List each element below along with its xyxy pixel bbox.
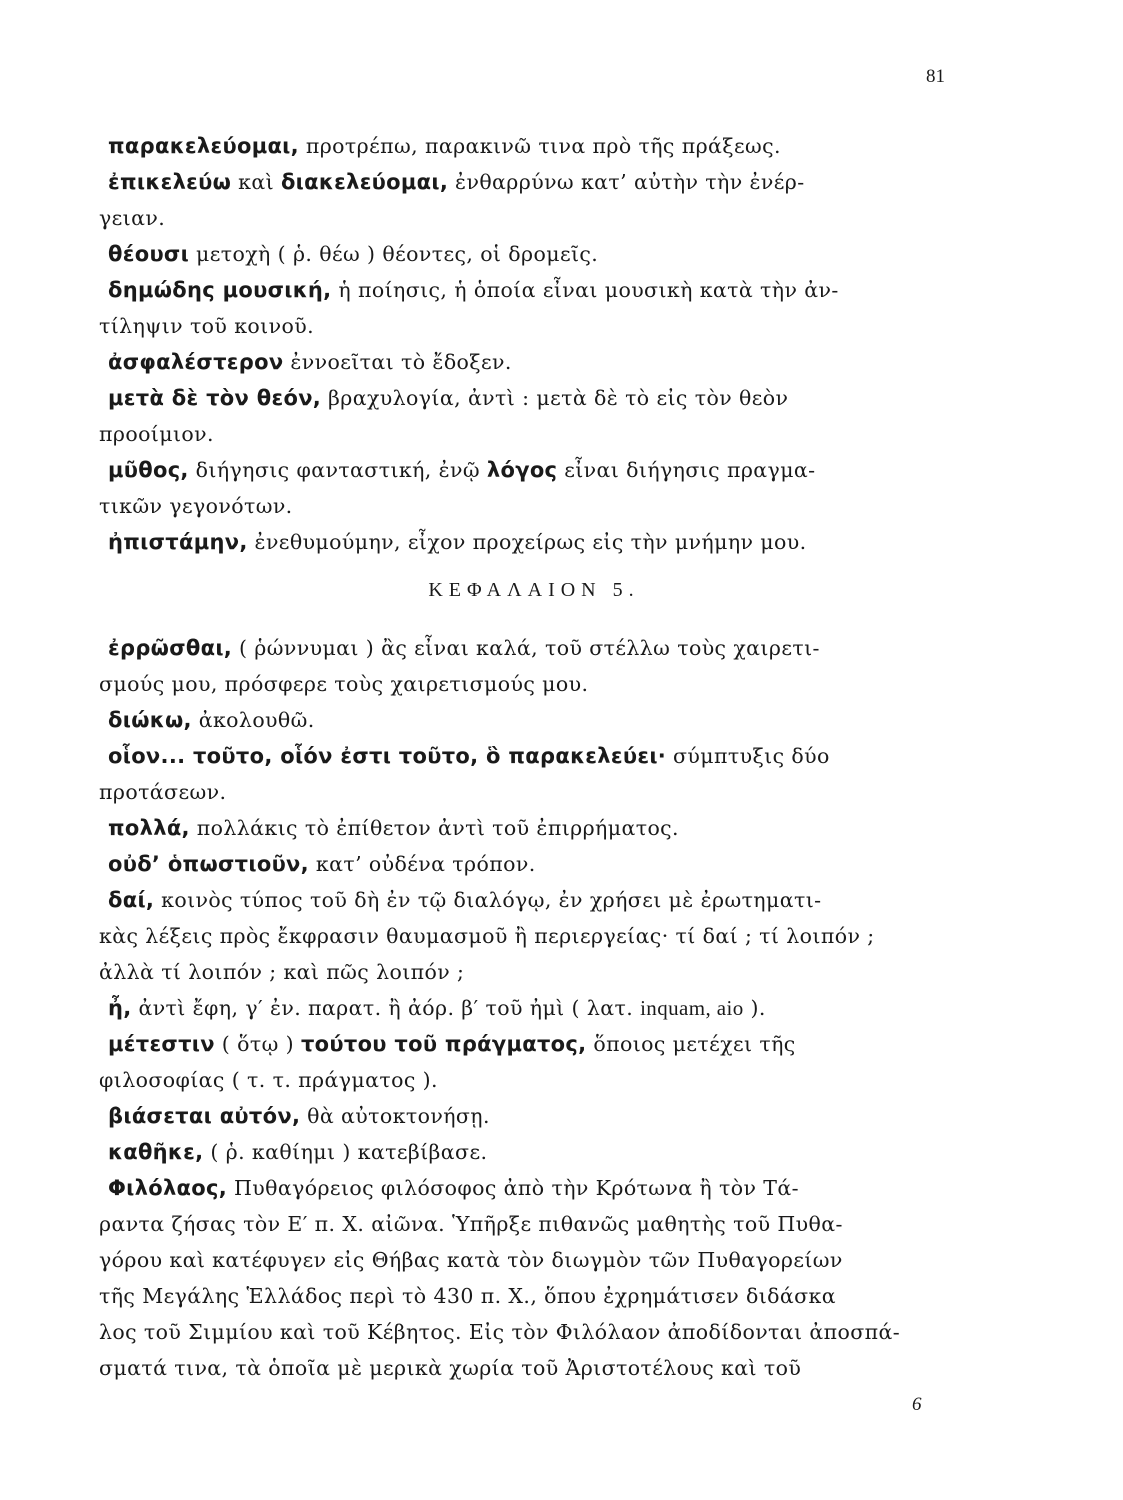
entry-line xyxy=(108,810,960,846)
continuation-line xyxy=(99,1206,960,1242)
headword: τούτου τοῦ πράγματος, xyxy=(300,1032,587,1056)
headword: λόγος xyxy=(486,458,558,482)
glossary-section-2 xyxy=(99,630,960,1386)
continuation-line xyxy=(99,200,960,236)
entry-text: ἐννοεῖται τὸ ἔδοξεν. xyxy=(283,350,512,374)
entry-text: διήγησις φανταστική, ἐνῷ xyxy=(188,458,487,482)
entry-text: βραχυλογία, ἀντὶ : μετὰ δὲ τὸ εἰς τὸν θεὸν xyxy=(321,386,789,410)
entry-text: φιλοσοφίας ( τ. τ. πράγματος ). xyxy=(99,1068,438,1092)
headword: μέτεστιν xyxy=(108,1032,215,1056)
entry-text: ( ῥ. καθίημι ) κατεβίβασε. xyxy=(203,1140,488,1164)
entry-text: γόρου καὶ κατέφυγεν εἰς Θήβας κατὰ τὸν διωγμὸν τῶν Πυθαγορείων xyxy=(99,1248,843,1272)
entry-text: προοίμιον. xyxy=(99,422,214,446)
entry-line xyxy=(108,164,960,200)
headword: διώκω, xyxy=(108,708,192,732)
entry-text: ἀντὶ ἔφη, γ′ ἐν. παρατ. ἢ ἀόρ. β′ τοῦ ἠμὶ ( λατ. xyxy=(131,996,641,1020)
entry-line xyxy=(108,524,960,560)
chapter-heading: ΚΕΦΑΛΑΙΟΝ 5. xyxy=(428,579,640,601)
continuation-line xyxy=(99,416,960,452)
continuation-line xyxy=(99,1314,960,1350)
entry-line xyxy=(108,1098,960,1134)
entry-line xyxy=(108,380,960,416)
entry-text: κατ’ οὐδένα τρόπον. xyxy=(308,852,536,876)
entry-line xyxy=(108,702,960,738)
entry-line xyxy=(108,738,960,774)
headword: δημώδης μουσική, xyxy=(108,278,332,302)
headword: ἐπικελεύω xyxy=(108,170,232,194)
continuation-line xyxy=(99,1242,960,1278)
entry-text: ). xyxy=(743,996,766,1020)
entry-text: προτρέπω, παρακινῶ τινα πρὸ τῆς πράξεως. xyxy=(298,134,781,158)
entry-text: προτάσεων. xyxy=(99,780,227,804)
entry-text: θὰ αὐτοκτονήσῃ. xyxy=(300,1104,490,1128)
glossary-section-1 xyxy=(99,128,960,560)
entry-text: πολλάκις τὸ ἐπίθετον ἀντὶ τοῦ ἐπιρρήματος. xyxy=(189,816,679,840)
entry-line xyxy=(108,630,960,666)
headword: οἷον... τοῦτο, οἷόν ἐστι τοῦτο, ὃ παρακελεύει· xyxy=(108,744,667,768)
entry-text: κὰς λέξεις πρὸς ἔκφρασιν θαυμασμοῦ ἢ περιεργείας· τί δαί ; τί λοιπόν ; xyxy=(99,924,875,948)
latin-text: inquam, aio xyxy=(640,996,744,1020)
headword: μετὰ δὲ τὸν θεόν, xyxy=(108,386,322,410)
continuation-line xyxy=(99,1278,960,1314)
headword: ἦ, xyxy=(108,996,132,1020)
headword: καθῆκε, xyxy=(108,1140,204,1164)
continuation-line xyxy=(99,1350,960,1386)
entry-text: τίληψιν τοῦ κοινοῦ. xyxy=(99,314,314,338)
entry-line xyxy=(108,344,960,380)
entry-text: ἡ ποίησις, ἡ ὁποία εἶναι μουσικὴ κατὰ τὴν ἀν- xyxy=(331,278,839,302)
entry-text: ἀκολουθῶ. xyxy=(191,708,315,732)
entry-text: κοινὸς τύπος τοῦ δὴ ἐν τῷ διαλόγῳ, ἐν χρήσει μὲ ἐρωτηματι- xyxy=(154,888,822,912)
entry-text: Πυθαγόρειος φιλόσοφος ἀπὸ τὴν Κρότωνα ἢ τὸν Τά- xyxy=(227,1176,799,1200)
entry-line xyxy=(108,990,960,1026)
entry-line xyxy=(108,846,960,882)
headword: παρακελεύομαι, xyxy=(108,134,299,158)
entry-text: ὅποιος μετέχει τῆς xyxy=(586,1032,796,1056)
headword: ἠπιστάμην, xyxy=(108,530,248,554)
entry-line xyxy=(108,882,960,918)
headword: πολλά, xyxy=(108,816,190,840)
entry-text: τῆς Μεγάλης Ἑλλάδος περὶ τὸ 430 π. Χ., ὅπου ἐχρημάτισεν διδάσκα xyxy=(99,1284,836,1308)
entry-text: ( ῥώννυμαι ) ἂς εἶναι καλά, τοῦ στέλλω τοὺς χαιρετι- xyxy=(232,636,820,660)
headword: ἀσφαλέστερον xyxy=(108,350,284,374)
entry-text: ἐνεθυμούμην, εἶχον προχείρως εἰς τὴν μνήμην μου. xyxy=(247,530,807,554)
headword: μῦθος, xyxy=(108,458,189,482)
entry-line xyxy=(108,1170,960,1206)
entry-line xyxy=(108,1134,960,1170)
entry-line xyxy=(108,1026,960,1062)
entry-text: λος τοῦ Σιμμίου καὶ τοῦ Κέβητος. Εἰς τὸν Φιλόλαον ἀποδίδονται ἀποσπά- xyxy=(99,1320,901,1344)
entry-line xyxy=(108,272,960,308)
entry-text: σμούς μου, πρόσφερε τοὺς χαιρετισμούς μου. xyxy=(99,672,589,696)
entry-line xyxy=(108,236,960,272)
continuation-line xyxy=(99,918,960,954)
entry-text: ἀλλὰ τί λοιπόν ; καὶ πῶς λοιπόν ; xyxy=(99,960,465,984)
entry-line xyxy=(108,452,960,488)
entry-text: καὶ xyxy=(231,170,281,194)
headword: διακελεύομαι, xyxy=(280,170,449,194)
entry-text: σματά τινα, τὰ ὁποῖα μὲ μερικὰ χωρία τοῦ Ἀριστοτέλους καὶ τοῦ xyxy=(99,1356,802,1380)
entry-line xyxy=(108,128,960,164)
entry-text: ( ὅτῳ ) xyxy=(214,1032,301,1056)
entry-text: ἐνθαρρύνω κατ’ αὐτὴν τὴν ἐνέρ- xyxy=(448,170,805,194)
headword: ἐρρῶσθαι, xyxy=(108,636,233,660)
continuation-line xyxy=(99,954,960,990)
headword: Φιλόλαος, xyxy=(108,1176,228,1200)
entry-text: σύμπτυξις δύο xyxy=(666,744,830,768)
headword: θέουσι xyxy=(108,242,190,266)
entry-text: μετοχὴ ( ῥ. θέω ) θέοντες, οἱ δρομεῖς. xyxy=(189,242,599,266)
continuation-line xyxy=(99,1062,960,1098)
headword: οὐδ’ ὁπωστιοῦν, xyxy=(108,852,309,876)
continuation-line xyxy=(99,308,960,344)
continuation-line xyxy=(99,666,960,702)
continuation-line xyxy=(99,488,960,524)
entry-text: εἶναι διήγησις πραγμα- xyxy=(557,458,816,482)
entry-text: τικῶν γεγονότων. xyxy=(99,494,293,518)
entry-text: ραντα ζήσας τὸν Ε′ π. Χ. αἰῶνα. Ὑπῆρξε πιθανῶς μαθητὴς τοῦ Πυθα- xyxy=(99,1212,843,1236)
headword: δαί, xyxy=(108,888,155,912)
continuation-line xyxy=(99,774,960,810)
headword: βιάσεται αὐτόν, xyxy=(108,1104,301,1128)
page-number: 81 xyxy=(926,66,945,87)
entry-text: γειαν. xyxy=(99,206,166,230)
glossary-text xyxy=(99,128,960,1386)
signature-mark: 6 xyxy=(912,1394,922,1415)
